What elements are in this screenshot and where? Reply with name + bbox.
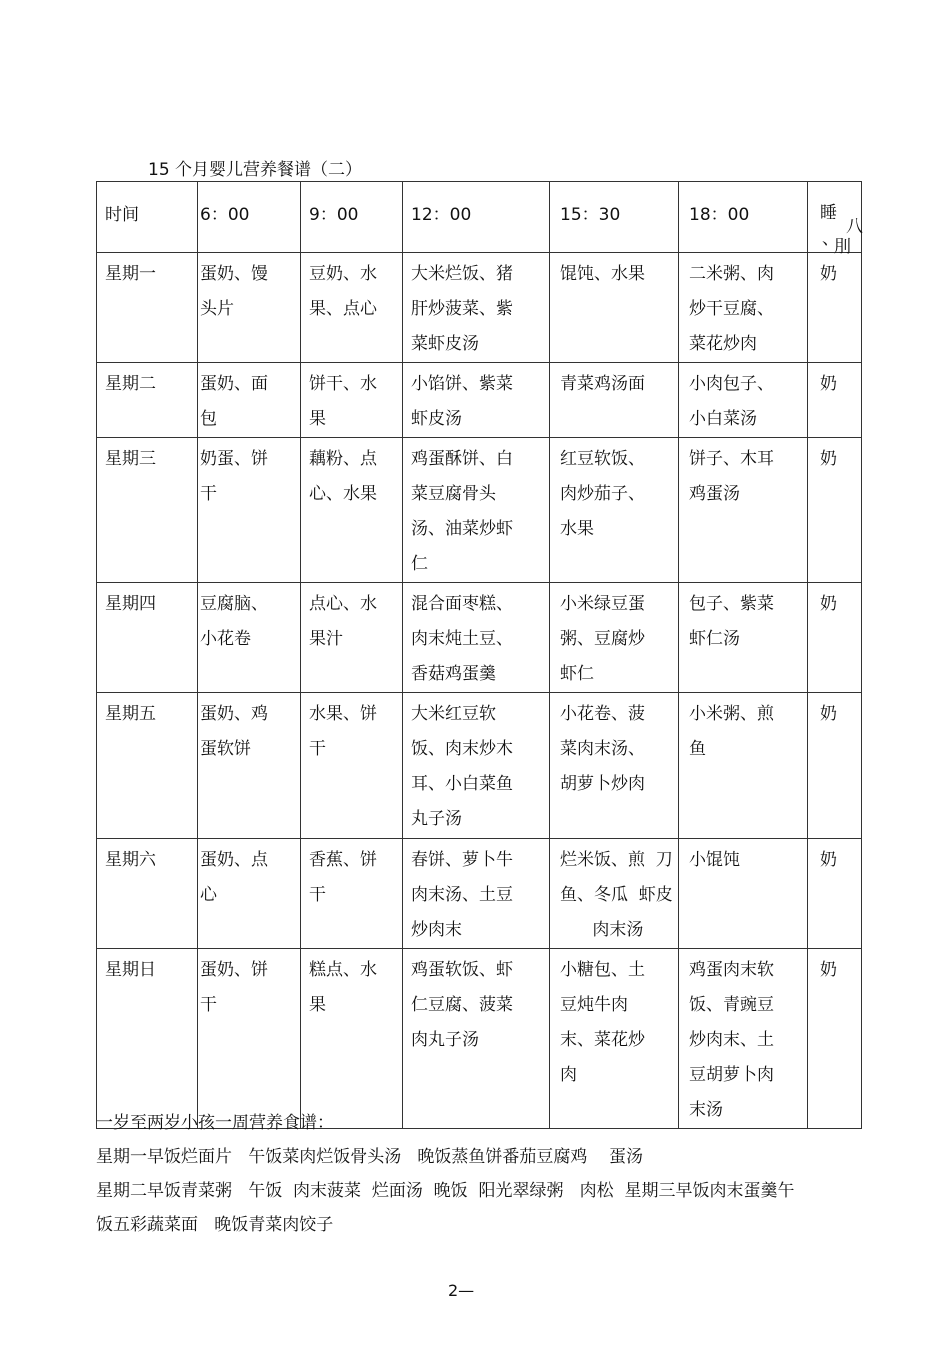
meal-line: 混合面枣糕、 xyxy=(411,594,513,614)
meal-cell xyxy=(403,438,550,583)
meal-cell xyxy=(403,693,550,839)
day-cell xyxy=(97,949,198,1129)
meal-line: 末汤 xyxy=(689,1100,723,1120)
meal-line: 水果、饼 xyxy=(309,704,377,724)
meal-cell xyxy=(550,438,679,583)
sleep-cell xyxy=(808,693,862,839)
day-label: 星期五 xyxy=(105,704,156,724)
meal-line: 虾皮汤 xyxy=(411,409,462,429)
sleep-milk: 奶 xyxy=(820,704,837,724)
meal-line: 烂米饭、煎 刀 xyxy=(560,850,673,870)
table-row xyxy=(97,438,862,583)
meal-cell xyxy=(403,583,550,693)
meal-line: 干 xyxy=(200,995,217,1015)
table-row xyxy=(97,253,862,363)
meal-line: 包子、紫菜 xyxy=(689,594,774,614)
meal-line: 鸡蛋肉末软 xyxy=(689,960,774,980)
meal-cell xyxy=(550,253,679,363)
meal-line: 豆奶、水 xyxy=(309,264,377,284)
header-1800: 18：00 xyxy=(679,182,808,253)
meal-line: 菜花炒肉 xyxy=(689,334,757,354)
meal-line: 小花卷、菠 xyxy=(560,704,645,724)
sleep-milk: 奶 xyxy=(820,264,837,284)
meal-cell xyxy=(403,253,550,363)
meal-cell xyxy=(301,363,403,438)
meal-line: 菜虾皮汤 xyxy=(411,334,479,354)
sleep-cell xyxy=(808,438,862,583)
sleep-milk: 奶 xyxy=(820,594,837,614)
meal-cell xyxy=(301,839,403,949)
meal-line: 鱼、冬瓜 虾皮 xyxy=(560,885,673,905)
meal-line: 干 xyxy=(200,484,217,504)
meal-line: 肉末汤、土豆 xyxy=(411,885,513,905)
meal-line: 鸡蛋汤 xyxy=(689,484,740,504)
meal-line: 饼子、木耳 xyxy=(689,449,774,469)
header-sleep: 睡 八 、 刖 xyxy=(808,182,862,253)
meal-cell xyxy=(301,693,403,839)
meal-cell xyxy=(198,949,301,1129)
meal-cell xyxy=(550,839,679,949)
meal-cell xyxy=(301,438,403,583)
meal-line: 藕粉、点 xyxy=(309,449,377,469)
meal-line: 仁 xyxy=(411,554,428,574)
meal-line: 糕点、水 xyxy=(309,960,377,980)
meal-line: 果 xyxy=(309,409,326,429)
meal-cell xyxy=(679,253,808,363)
meal-line: 炒肉末、土 xyxy=(689,1030,774,1050)
meal-line: 蛋奶、饼 xyxy=(200,960,268,980)
meal-line: 豆炖牛肉 xyxy=(560,995,628,1015)
weekly-menu-text xyxy=(96,1106,856,1242)
meal-line: 大米红豆软 xyxy=(411,704,496,724)
meal-line: 肝炒菠菜、紫 xyxy=(411,299,513,319)
meal-cell xyxy=(198,693,301,839)
table-header-row xyxy=(97,182,862,253)
meal-cell xyxy=(679,693,808,839)
meal-line: 菜肉末汤、 xyxy=(560,739,645,759)
meal-line: 头片 xyxy=(200,299,234,319)
meal-line: 香菇鸡蛋羹 xyxy=(411,664,496,684)
day-label: 星期六 xyxy=(105,850,156,870)
table-row xyxy=(97,583,862,693)
sleep-cell xyxy=(808,583,862,693)
meal-cell xyxy=(679,839,808,949)
meal-cell xyxy=(301,949,403,1129)
meal-line: 小馄饨 xyxy=(689,850,740,870)
meal-line: 春饼、萝卜牛 xyxy=(411,850,513,870)
meal-line: 肉 xyxy=(560,1065,577,1085)
meal-line: 汤、油菜炒虾 xyxy=(411,519,513,539)
below-line-3: 星期二早饭青菜粥 午饭 肉末菠菜 烂面汤 晚饭 阳光翠绿粥 肉松 星期三早饭肉末蛋羹午 xyxy=(96,1181,795,1201)
day-cell xyxy=(97,839,198,949)
meal-line: 大米烂饭、猪 xyxy=(411,264,513,284)
sleep-milk: 奶 xyxy=(820,960,837,980)
meal-line: 点心、水 xyxy=(309,594,377,614)
meal-cell xyxy=(301,253,403,363)
meal-line: 心、水果 xyxy=(309,484,377,504)
meal-cell xyxy=(550,583,679,693)
meal-line: 水果 xyxy=(560,519,594,539)
meal-cell xyxy=(550,693,679,839)
meal-line: 二米粥、肉 xyxy=(689,264,774,284)
below-line-4: 饭五彩蔬菜面 晚饭青菜肉饺子 xyxy=(96,1215,334,1235)
meal-line: 奶蛋、饼 xyxy=(200,449,268,469)
meal-cell xyxy=(679,438,808,583)
meal-line: 蛋软饼 xyxy=(200,739,251,759)
meal-cell xyxy=(198,583,301,693)
meal-cell xyxy=(679,949,808,1129)
meal-line: 耳、小白菜鱼 xyxy=(411,774,513,794)
meal-line: 鸡蛋酥饼、白 xyxy=(411,449,513,469)
day-label: 星期一 xyxy=(105,264,156,284)
meal-line: 炒干豆腐、 xyxy=(689,299,774,319)
header-time: 时间 xyxy=(97,182,198,253)
meal-line: 小肉包子、 xyxy=(689,374,774,394)
meal-cell xyxy=(198,363,301,438)
meal-line: 干 xyxy=(309,739,326,759)
meal-cell xyxy=(403,839,550,949)
meal-cell xyxy=(403,949,550,1129)
meal-line: 饭、青豌豆 xyxy=(689,995,774,1015)
table-row xyxy=(97,839,862,949)
meal-cell xyxy=(550,949,679,1129)
sleep-cell xyxy=(808,839,862,949)
meal-line: 果汁 xyxy=(309,629,343,649)
meal-line: 心 xyxy=(200,885,217,905)
meal-cell xyxy=(403,363,550,438)
day-label: 星期日 xyxy=(105,960,156,980)
meal-line: 肉末汤 xyxy=(560,920,644,940)
meal-cell xyxy=(679,583,808,693)
meal-line: 小白菜汤 xyxy=(689,409,757,429)
meal-line: 包 xyxy=(200,409,217,429)
meal-line: 小花卷 xyxy=(200,629,251,649)
sleep-cell xyxy=(808,949,862,1129)
meal-cell xyxy=(679,363,808,438)
meal-cell xyxy=(198,438,301,583)
meal-line: 肉炒茄子、 xyxy=(560,484,645,504)
meal-line: 果、点心 xyxy=(309,299,377,319)
meal-line: 小米绿豆蛋 xyxy=(560,594,645,614)
meal-line: 末、菜花炒 xyxy=(560,1030,645,1050)
meal-line: 蛋奶、点 xyxy=(200,850,268,870)
meal-line: 蛋奶、馒 xyxy=(200,264,268,284)
day-label: 星期二 xyxy=(105,374,156,394)
meal-line: 小糖包、土 xyxy=(560,960,645,980)
header-0900: 9：00 xyxy=(301,182,403,253)
meal-line: 粥、豆腐炒 xyxy=(560,629,645,649)
sleep-cell xyxy=(808,363,862,438)
meal-cell xyxy=(198,839,301,949)
header-1200: 12：00 xyxy=(403,182,550,253)
meal-line: 肉丸子汤 xyxy=(411,1030,479,1050)
meal-line: 馄饨、水果 xyxy=(560,264,645,284)
page-number: 2— xyxy=(448,1281,475,1300)
meal-line: 蛋奶、鸡 xyxy=(200,704,268,724)
meal-line: 小米粥、煎 xyxy=(689,704,774,724)
meal-line: 饼干、水 xyxy=(309,374,377,394)
meal-line: 小馅饼、紫菜 xyxy=(411,374,513,394)
menu-table xyxy=(96,181,862,1129)
table-row xyxy=(97,949,862,1129)
sleep-milk: 奶 xyxy=(820,449,837,469)
meal-line: 虾仁汤 xyxy=(689,629,740,649)
sleep-milk: 奶 xyxy=(820,850,837,870)
meal-line: 果 xyxy=(309,995,326,1015)
day-label: 星期三 xyxy=(105,449,156,469)
day-cell xyxy=(97,253,198,363)
meal-line: 香蕉、饼 xyxy=(309,850,377,870)
day-cell xyxy=(97,583,198,693)
sleep-cell xyxy=(808,253,862,363)
meal-line: 虾仁 xyxy=(560,664,594,684)
below-line-2: 星期一早饭烂面片 午饭菜肉烂饭骨头汤 晚饭蒸鱼饼番茄豆腐鸡 蛋汤 xyxy=(96,1147,644,1167)
meal-line: 豆胡萝卜肉 xyxy=(689,1065,774,1085)
meal-line: 胡萝卜炒肉 xyxy=(560,774,645,794)
meal-line: 菜豆腐骨头 xyxy=(411,484,496,504)
meal-line: 丸子汤 xyxy=(411,809,462,829)
meal-line: 肉末炖土豆、 xyxy=(411,629,513,649)
meal-cell xyxy=(198,253,301,363)
meal-cell xyxy=(301,583,403,693)
day-cell xyxy=(97,363,198,438)
header-0600: 6：00 xyxy=(198,182,301,253)
meal-line: 鱼 xyxy=(689,739,706,759)
meal-line: 鸡蛋软饭、虾 xyxy=(411,960,513,980)
meal-cell xyxy=(550,363,679,438)
meal-line: 豆腐脑、 xyxy=(200,594,268,614)
day-cell xyxy=(97,438,198,583)
meal-line: 饭、肉末炒木 xyxy=(411,739,513,759)
meal-line: 蛋奶、面 xyxy=(200,374,268,394)
header-1530: 15：30 xyxy=(550,182,679,253)
table-row xyxy=(97,693,862,839)
meal-line: 炒肉末 xyxy=(411,920,462,940)
page-title: 15 个月婴儿营养餐谱（二） xyxy=(148,160,363,180)
meal-line: 红豆软饭、 xyxy=(560,449,645,469)
day-label: 星期四 xyxy=(105,594,156,614)
sleep-milk: 奶 xyxy=(820,374,837,394)
below-line-1: 一岁至两岁小孩一周营养食谱： xyxy=(96,1113,334,1133)
meal-line: 仁豆腐、菠菜 xyxy=(411,995,513,1015)
meal-line: 青菜鸡汤面 xyxy=(560,374,645,394)
day-cell xyxy=(97,693,198,839)
meal-line: 干 xyxy=(309,885,326,905)
table-row xyxy=(97,363,862,438)
